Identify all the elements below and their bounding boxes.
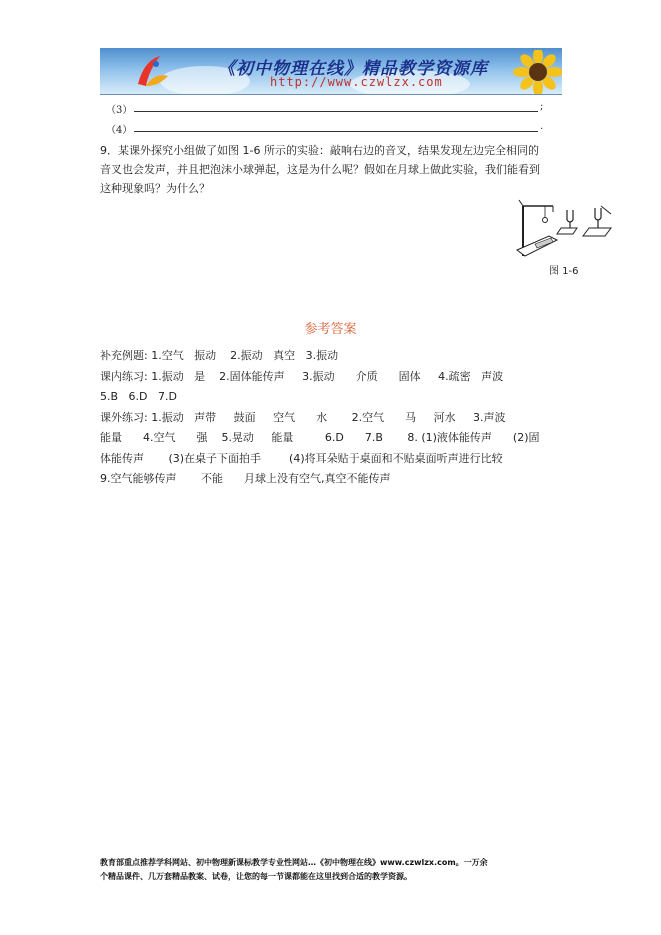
- footer-line: 个精品课件、几万套精品教案、试卷，让您的每一节课都能在这里找到合适的教学资源。: [100, 872, 412, 881]
- banner-url[interactable]: http://www.czwlzx.com: [270, 75, 443, 89]
- answers-body: [100, 346, 570, 490]
- answer-line: 课外练习: 1.振动 声带 鼓面 空气 水 2.空气 马 河水 3.声波: [100, 410, 506, 424]
- banner-title: 《初中物理在线》精品教学资源库: [218, 59, 488, 79]
- answer-line: 补充例题: 1.空气 振动 2.振动 真空 3.振动: [100, 349, 339, 362]
- answer-blank[interactable]: [134, 131, 538, 132]
- question-line: 这种现象吗？为什么？: [100, 182, 210, 195]
- question-line: 音叉也会发声，并且把泡沫小球弹起，这是为什么呢？假如在月球上做此实验，我们能看到: [100, 163, 540, 176]
- question-9: [100, 141, 570, 198]
- blank-line-label: （4）: [106, 125, 133, 136]
- answer-line: 能量 4.空气 强 5.晃动 能量 6.D 7.B 8. (1)液体能传声 (2)固: [100, 431, 540, 444]
- site-banner: [100, 48, 562, 95]
- question-line: 9．某课外探究小组做了如图 1-6 所示的实验：敲响右边的音叉，结果发现左边完全相同的: [100, 144, 539, 157]
- answer-blank[interactable]: [134, 111, 538, 112]
- answer-line: 课内练习: 1.振动 是 2.固体能传声 3.振动 介质 固体 4.疏密 声波: [100, 369, 504, 383]
- blank-line-end: .: [540, 121, 544, 132]
- answer-line: 体能传声 (3)在桌子下面拍手 (4)将耳朵贴于桌面和不贴桌面听声进行比较: [100, 451, 503, 465]
- footer-line: 教育部重点推荐学科网站、初中物理新课标教学专业性网站…《初中物理在线》www.czwlzx.com。一万余: [100, 858, 488, 867]
- answer-line: 5.B 6.D 7.D: [100, 390, 177, 403]
- tuning-fork-figure: [515, 198, 615, 260]
- blank-line-label: （3）: [106, 105, 133, 116]
- sunflower-icon: [504, 50, 562, 94]
- figure-caption: 图 1-6: [549, 266, 579, 277]
- site-logo-icon: [134, 54, 170, 90]
- answer-line: 9.空气能够传声 不能 月球上没有空气,真空不能传声: [100, 472, 391, 485]
- page-footer: [100, 856, 570, 884]
- answers-title: 参考答案: [304, 322, 357, 337]
- blank-line-end: ;: [540, 101, 544, 112]
